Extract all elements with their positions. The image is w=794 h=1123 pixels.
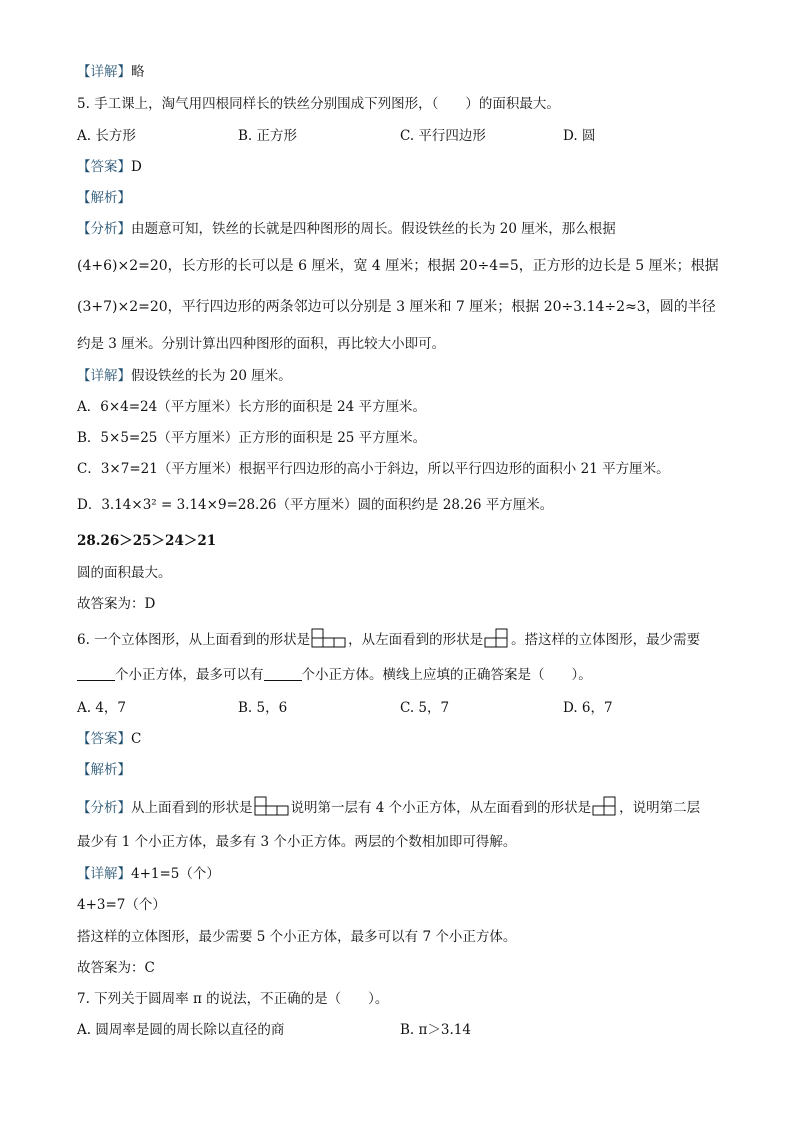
q6-stem-part-d: 个小正方体，最多可以有 [115,667,264,683]
q5-option-b: B. 正方形 [238,128,298,144]
q6-option-d: D. 6，7 [563,700,613,716]
q5-detail-intro [77,366,292,386]
q5-conclusion: 圆的面积最大。 [77,565,172,581]
q6-detail-line-2: 4+3=7（个） [77,897,166,913]
q5-analysis-line-4: 约是 3 厘米。分别计算出四种图形的面积，再比较大小即可。 [77,336,446,352]
q6-analysis-heading [77,760,131,780]
question-7-stem: 7. 下列关于圆周率 π 的说法，不正确的是（ ）。 [77,991,389,1007]
q5-detail-b: B．5×5=25（平方厘米）正方形的面积是 25 平方厘米。 [77,430,427,446]
analysis-text: 由题意可知，铁丝的长就是四种图形的周长。假设铁丝的长为 20 厘米，那么根据 [131,221,616,237]
q5-final-answer: 故答案为：D [77,596,156,612]
q5-analysis-line-3: (3+7)×2=20，平行四边形的两条邻边可以分别是 3 厘米和 7 厘米；根据 20÷3.14÷2≈3，圆的半径 [77,299,716,315]
left-view-icon [592,796,618,816]
q6-analysis-part-a: 从上面看到的形状是 [131,800,253,816]
answer-text: D [131,159,142,175]
detail-tag: 【详解】 [77,368,131,384]
detail-text: 假设铁丝的长为 20 厘米。 [131,368,292,384]
q6-option-a: A. 4，7 [77,700,127,716]
q5-analysis-heading [77,188,131,208]
q6-analysis-line-1 [77,796,700,818]
analysis-sub-tag: 【分析】 [77,800,131,816]
detail-line-q4 [77,62,145,82]
question-6-stem-line-2 [77,665,592,685]
q5-detail-a: A．6×4=24（平方厘米）长方形的面积是 24 平方厘米。 [77,399,426,415]
analysis-sub-tag: 【分析】 [77,221,131,237]
question-5-stem: 5. 手工课上，淘气用四根同样长的铁丝分别围成下列图形，（ ）的面积最大。 [77,96,560,112]
q6-detail-line-1 [77,864,220,884]
detail-text: 略 [131,64,145,80]
detail-tag: 【详解】 [77,866,131,882]
q6-answer [77,729,141,749]
q5-option-a: A. 长方形 [77,128,136,144]
top-view-icon [254,796,290,816]
q5-answer [77,157,142,177]
q6-detail-line-3: 搭这样的立体图形，最少需要 5 个小正方体，最多可以有 7 个小正方体。 [77,929,517,945]
q5-detail-d: D．3.14×3² = 3.14×9=28.26（平方厘米）圆的面积约是 28.26 平方厘米。 [77,497,554,513]
q5-comparison: 28.26＞25＞24＞21 [77,533,217,549]
q5-analysis-line-1 [77,219,616,239]
q6-analysis-part-c: ，说明第二层 [619,800,701,816]
answer-tag: 【答案】 [77,159,131,175]
q6-option-c: C. 5，7 [400,700,450,716]
q6-analysis-part-b: 说明第一层有 4 个小正方体，从左面看到的形状是 [290,800,592,816]
q5-analysis-line-2: (4+6)×2=20，长方形的长可以是 6 厘米，宽 4 厘米；根据 20÷4=5，正方形的边长是 5 厘米；根据 [77,258,719,274]
answer-tag: 【答案】 [77,731,131,747]
q7-option-b: B. π＞3.14 [400,1022,471,1038]
q6-analysis-line-2: 最少有 1 个小正方体，最多有 3 个小正方体。两层的个数相加即可得解。 [77,834,517,850]
analysis-tag: 【解析】 [77,190,131,206]
analysis-tag: 【解析】 [77,762,131,778]
detail-text: 4+1=5（个） [131,866,220,882]
q6-stem-part-b: ，从左面看到的形状是 [348,632,484,648]
detail-tag: 【详解】 [77,64,131,80]
top-view-icon [311,628,347,648]
q6-stem-part-c: 。搭这样的立体图形，最少需要 [511,632,701,648]
q5-option-c: C. 平行四边形 [400,128,486,144]
q5-option-d: D. 圆 [563,128,596,144]
q6-option-b: B. 5，6 [238,700,288,716]
question-6-stem-line-1 [77,628,700,650]
answer-text: C [131,731,142,747]
q7-option-a: A. 圆周率是圆的周长除以直径的商 [77,1022,285,1038]
q6-final-answer: 故答案为：C [77,960,155,976]
left-view-icon [484,628,510,648]
answer-blank-2 [264,666,302,681]
answer-blank-1 [77,666,115,681]
q6-stem-part-e: 个小正方体。横线上应填的正确答案是（ ）。 [301,667,592,683]
q6-stem-part-a: 6. 一个立体图形，从上面看到的形状是 [77,632,311,648]
q5-detail-c: C．3×7=21（平方厘米）根据平行四边形的高小于斜边，所以平行四边形的面积小 21 平方厘米。 [77,461,670,477]
